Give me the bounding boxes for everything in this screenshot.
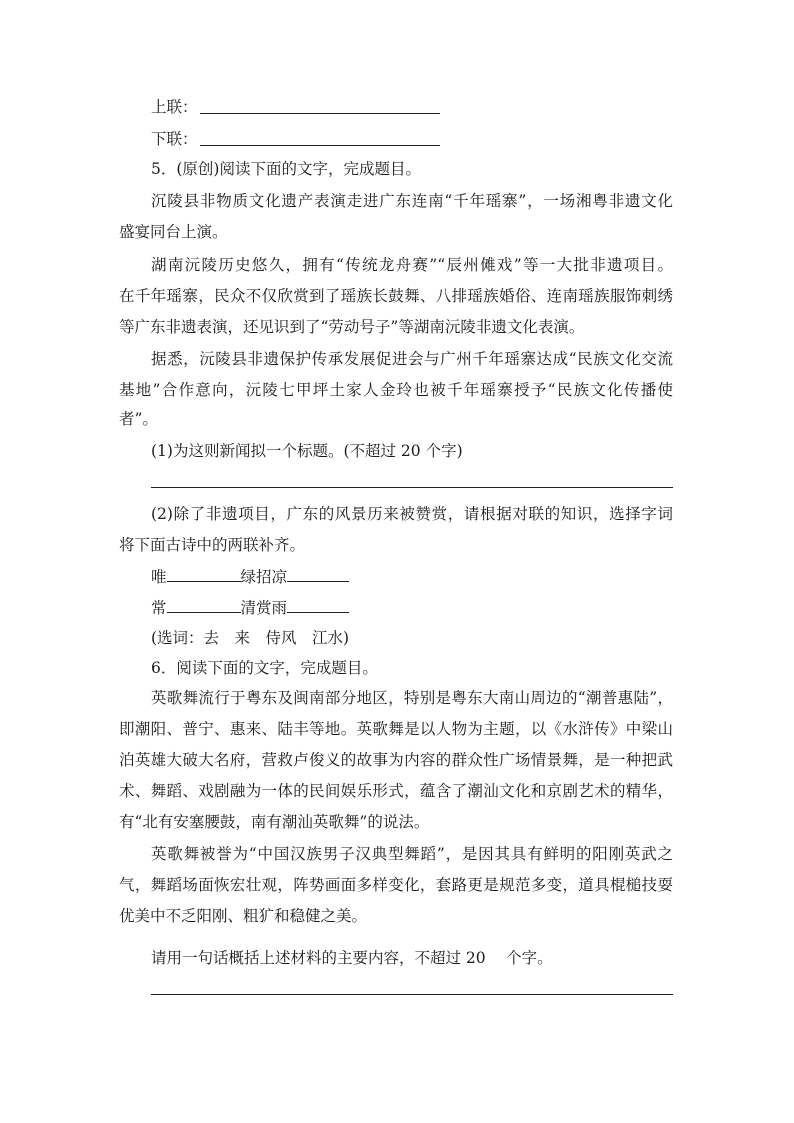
- poem-line-2: [151, 598, 349, 618]
- q6-paragraph-2-line: 英歌舞被誉为“中国汉族男子汉典型舞蹈”，是因其具有鲜明的阳刚英武之: [151, 845, 673, 863]
- q6-paragraph-1-line: 即潮阳、普宁、惠来、陆丰等地。英歌舞是以人物为主题，以《水浒传》中梁山: [119, 720, 673, 738]
- q5-sub1-answer-line[interactable]: [151, 487, 673, 488]
- q5-paragraph-2-line: 在千年瑶寨，民众不仅欣赏到了瑶族长鼓舞、八排瑶族婚俗、连南瑶族服饰刺绣: [119, 287, 673, 305]
- question-6-heading: 6．阅读下面的文字，完成题目。: [151, 659, 378, 677]
- poem-line-1-middle: 绿招凉: [240, 568, 288, 586]
- lower-couplet-label: 下联：: [151, 130, 198, 148]
- q6-question: 请用一句话概括上述材料的主要内容，不超过 20 个字。: [151, 949, 553, 967]
- q5-paragraph-1-line: 盛宴同台上演。: [119, 223, 228, 241]
- question-5-heading: 5．(原创)阅读下面的文字，完成题目。: [151, 160, 421, 178]
- q5-subquestion-2-line: 将下面古诗中的两联补齐。: [119, 536, 306, 554]
- q5-paragraph-2-line: 湖南沅陵历史悠久，拥有“传统龙舟赛”“辰州傩戏”等一大批非遗项目。: [151, 256, 673, 274]
- poem-line-1-blank-2[interactable]: [287, 567, 349, 582]
- q6-paragraph-1-line: 英歌舞流行于粤东及闽南部分地区，特别是粤东大南山周边的“潮普惠陆”，: [151, 689, 673, 707]
- lower-couplet-answer-line[interactable]: [200, 145, 440, 146]
- q6-paragraph-2-line: 气，舞蹈场面恢宏壮观，阵势画面多样变化，套路更是规范多变，道具棍槌技耍: [119, 876, 673, 894]
- poem-line-1-start: 唯: [151, 568, 167, 586]
- q5-paragraph-3-line: 者”。: [119, 410, 158, 428]
- q6-paragraph-1-line: 有“北有安塞腰鼓，南有潮汕英歌舞”的说法。: [119, 813, 430, 831]
- upper-couplet-answer-line[interactable]: [200, 113, 440, 114]
- poem-line-2-start: 常: [151, 599, 167, 617]
- q5-paragraph-2-line: 等广东非遗表演，还见识到了“劳动号子”等湖南沅陵非遗文化表演。: [119, 318, 585, 336]
- q5-subquestion-1: (1)为这则新闻拟一个标题。(不超过 20 个字): [151, 442, 463, 460]
- q5-paragraph-3-line: 据悉，沅陵县非遗保护传承发展促进会与广州千年瑶寨达成“民族文化交流: [151, 350, 673, 368]
- poem-line-1: [151, 567, 349, 587]
- poem-line-2-blank-1[interactable]: [167, 598, 241, 613]
- q5-subquestion-2-line: (2)除了非遗项目，广东的风景历来被赞赏，请根据对联的知识，选择字词: [151, 505, 673, 523]
- poem-line-1-blank-1[interactable]: [167, 567, 241, 582]
- poem-line-2-middle: 清赏雨: [240, 599, 288, 617]
- q6-paragraph-2-line: 优美中不乏阳刚、粗犷和稳健之美。: [119, 907, 368, 925]
- q5-paragraph-1-line: 沉陵县非物质文化遗产表演走进广东连南“千年瑶寨”，一场湘粤非遗文化: [151, 192, 673, 210]
- q6-paragraph-1-line: 泊英雄大破大名府，营救卢俊义的故事为内容的群众性广场情景舞，是一种把武: [119, 751, 673, 769]
- word-options: (选词：去 来 侍风 江水): [151, 629, 350, 647]
- q6-paragraph-1-line: 术、舞蹈、戏剧融为一体的民间娱乐形式，蕴含了潮汕文化和京剧艺术的精华，: [119, 782, 673, 800]
- upper-couplet-label: 上联：: [151, 98, 198, 116]
- poem-line-2-blank-2[interactable]: [287, 598, 349, 613]
- q6-answer-line[interactable]: [151, 994, 673, 995]
- q5-paragraph-3-line: 基地”合作意向，沅陵七甲坪土家人金玲也被千年瑶寨授予“民族文化传播使: [119, 381, 673, 399]
